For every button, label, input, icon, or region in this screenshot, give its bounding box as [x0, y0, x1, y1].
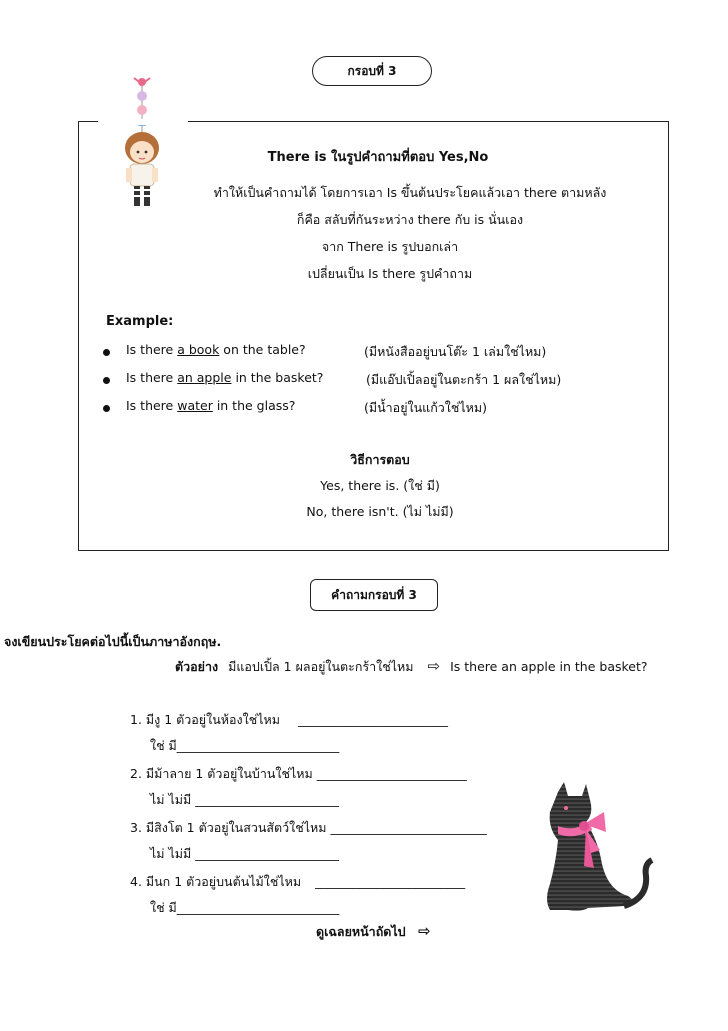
example-pre: Is there: [126, 398, 178, 413]
exercise-label: [310, 579, 438, 611]
answer-blank[interactable]: ________________________: [297, 712, 448, 727]
answer-yes: Yes, there is. (ใช่ มี): [320, 478, 440, 493]
example-post: in the basket?: [231, 370, 324, 385]
example-label: Example:: [106, 314, 174, 329]
lesson-title: There is ในรูปคำถามที่ตอบ Yes,No: [267, 150, 489, 165]
answer-blank[interactable]: ________________________: [316, 766, 467, 781]
lesson-explain-3: จาก There is รูปบอกเล่า: [321, 239, 459, 254]
question-text: 4. มีนก 1 ตัวอยู่บนต้นไม้ใช่ไหม: [130, 874, 302, 889]
question-1-answer-line[interactable]: ใช่ มี__________________________: [150, 738, 340, 753]
example-post: in the glass?: [212, 398, 296, 413]
cat-eye: [564, 806, 568, 810]
answer-title: วิธีการตอบ: [350, 452, 410, 467]
example-pre: Is there: [126, 342, 178, 357]
lesson-explain-2: ก็คือ สลับที่กันระหว่าง there กับ is นั่นเอง: [296, 212, 524, 227]
next-page-note: [316, 922, 431, 942]
question-4: [130, 872, 465, 892]
question-4-answer-line[interactable]: ใช่ มี__________________________: [150, 900, 340, 915]
exercise-instruction: จงเขียนประโยคต่อไปนี้เป็นภาษาอังกฤษ.: [4, 634, 222, 649]
example-translation: (มีน้ำอยู่ในแก้วใช่ไหม): [364, 400, 488, 415]
answer-no: No, there isn't. (ไม่ ไม่มี): [306, 504, 454, 519]
example-sentence: [126, 398, 295, 413]
frame-label-text: กรอบที่ 3: [347, 64, 397, 78]
exercise-label-text: คำถามกรอบที่ 3: [331, 588, 417, 602]
question-2: [130, 764, 467, 784]
example-translation: (มีหนังสืออยู่บนโต๊ะ 1 เล่มใช่ไหม): [364, 344, 547, 359]
sample-thai: มีแอปเปิ้ล 1 ผลอยู่ในตะกร้าใช่ไหม: [228, 659, 414, 674]
answer-blank[interactable]: ________________________: [315, 874, 466, 889]
next-page-text: ดูเฉลยหน้าถัดไป: [316, 924, 406, 939]
arrow-right-icon: ⇨: [427, 657, 441, 675]
example-sentence: [126, 370, 323, 385]
exercise-sample: [175, 657, 648, 677]
example-pre: Is there: [126, 370, 178, 385]
frame-gap: [98, 119, 188, 125]
bullet: [103, 405, 110, 412]
example-translation: (มีแอ๊ปเปิ้ลอยู่ในตะกร้า 1 ผลใช่ไหม): [366, 372, 562, 387]
example-post: on the table?: [219, 342, 306, 357]
example-noun: water: [177, 398, 213, 413]
frame-label: [312, 56, 432, 86]
question-text: 1. มีงู 1 ตัวอยู่ในห้องใช่ไหม: [130, 712, 280, 727]
example-sentence: [126, 342, 306, 357]
bullet: [103, 349, 110, 356]
question-1: [130, 710, 448, 730]
lesson-explain-4: เปลี่ยนเป็น Is there รูปคำถาม: [307, 266, 473, 281]
example-noun: an apple: [177, 370, 232, 385]
question-text: 2. มีม้าลาย 1 ตัวอยู่ในบ้านใช่ไหม: [130, 766, 313, 781]
example-noun: a book: [177, 342, 220, 357]
cat-illustration: [528, 780, 658, 920]
bullet: [103, 377, 110, 384]
question-3: [130, 818, 487, 838]
question-2-answer-line[interactable]: ไม่ ไม่มี _______________________: [150, 792, 339, 807]
arrow-right-icon: ⇨: [417, 922, 431, 940]
question-3-answer-line[interactable]: ไม่ ไม่มี _______________________: [150, 846, 339, 861]
question-text: 3. มีสิงโต 1 ตัวอยู่ในสวนสัตว์ใช่ไหม: [130, 820, 327, 835]
answer-blank[interactable]: _________________________: [330, 820, 487, 835]
sample-label: ตัวอย่าง: [175, 659, 219, 674]
lesson-explain-1: ทำให้เป็นคำถามได้ โดยการเอา Is ขึ้นต้นประโยคแล้วเอา there ตามหลัง: [213, 185, 607, 200]
sample-answer: Is there an apple in the basket?: [450, 659, 648, 674]
